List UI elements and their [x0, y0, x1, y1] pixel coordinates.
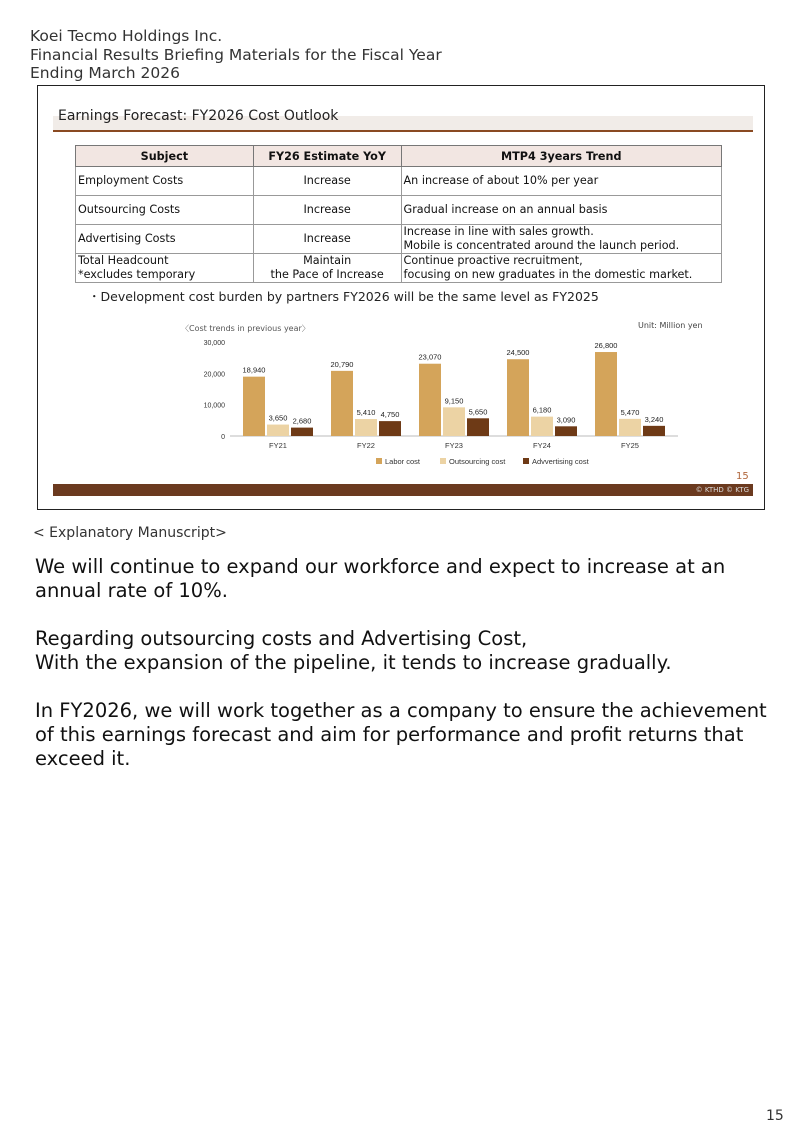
bar-outsourcing-cost: [443, 407, 465, 436]
data-label: 3,090: [556, 415, 576, 425]
chart-caption: 〈Cost trends in previous year〉: [181, 324, 310, 333]
cell-subject: [76, 167, 254, 196]
x-tick-label: FY21: [269, 441, 287, 450]
manuscript-label: < Explanatory Manuscript>: [33, 525, 227, 541]
manuscript-paragraph-2: [35, 627, 775, 675]
table-row: [76, 254, 722, 283]
subject-text: Advertising Costs: [78, 232, 176, 245]
development-cost-note: ・Development cost burden by partners FY2026 will be the same level as FY2025: [88, 289, 599, 304]
footer-bar: [53, 484, 753, 496]
data-label: 5,470: [620, 407, 640, 417]
x-tick-label: FY25: [621, 441, 639, 450]
table-header-row: [76, 146, 722, 167]
bar-labor-cost: [331, 371, 353, 436]
data-label: 24,500: [506, 348, 530, 358]
cell-estimate: [253, 167, 401, 196]
manuscript-paragraph-3: In FY2026, we will work together as a company to ensure the achievement of this earnings forecast and aim for performance and profit returns that exceed it.: [35, 699, 767, 770]
bar-advvertising-cost: [291, 428, 313, 436]
data-label: 6,180: [532, 405, 552, 415]
document-subtitle: Ending March 2026: [30, 64, 180, 82]
cell-trend: [401, 225, 721, 254]
y-tick-label: 10,000: [203, 402, 225, 410]
title-underline: [53, 130, 753, 132]
data-label: 2,680: [292, 416, 312, 426]
subject-text-2: *excludes temporary: [78, 268, 196, 281]
subject-text: Total Headcount: [78, 254, 169, 267]
y-tick-label: 30,000: [203, 340, 225, 347]
cell-estimate: [253, 254, 401, 283]
y-tick-label: 20,000: [203, 371, 225, 379]
legend-swatch: [376, 458, 382, 464]
legend-label: Advvertising cost: [532, 457, 589, 466]
manuscript-line-2b: With the expansion of the pipeline, it tends to increase gradually.: [35, 651, 672, 674]
estimate-text: Increase: [303, 232, 351, 245]
cell-estimate: [253, 225, 401, 254]
bar-advvertising-cost: [555, 426, 577, 436]
estimate-text: Increase: [303, 174, 351, 187]
trend-text: Increase in line with sales growth.: [403, 225, 594, 238]
cell-trend: [401, 196, 721, 225]
trend-text: Gradual increase on an annual basis: [403, 203, 608, 216]
data-label: 9,150: [444, 396, 464, 406]
data-label: 23,070: [418, 352, 442, 362]
cost-trend-chart: [158, 332, 718, 472]
manuscript-paragraph-1: We will continue to expand our workforce and expect to increase at an annual rate of 10%.: [35, 555, 726, 602]
cost-outlook-table: [75, 145, 722, 283]
table-row: [76, 196, 722, 225]
column-header-estimate: FY26 Estimate YoY: [253, 146, 401, 167]
cell-subject: [76, 196, 254, 225]
cell-trend: [401, 254, 721, 283]
bar-outsourcing-cost: [355, 419, 377, 436]
company-name: Koei Tecmo Holdings Inc.: [30, 27, 223, 45]
bar-outsourcing-cost: [531, 417, 553, 436]
slide-title: Earnings Forecast: FY2026 Cost Outlook: [58, 108, 339, 124]
bar-labor-cost: [243, 377, 265, 436]
copyright-text: © KTHD © KTG: [695, 486, 749, 494]
table-row: [76, 167, 722, 196]
bar-outsourcing-cost: [267, 425, 289, 436]
trend-text-2: Mobile is concentrated around the launch period.: [403, 239, 680, 252]
trend-text: Continue proactive recruitment,: [403, 254, 583, 267]
cell-estimate: [253, 196, 401, 225]
bar-advvertising-cost: [379, 421, 401, 436]
bar-advvertising-cost: [643, 426, 665, 436]
x-tick-label: FY22: [357, 441, 375, 450]
manuscript-body: [35, 555, 775, 795]
data-label: 5,410: [356, 408, 376, 418]
subject-text: Employment Costs: [78, 174, 184, 187]
trend-text-2: focusing on new graduates in the domestic market.: [403, 268, 693, 281]
bar-labor-cost: [507, 359, 529, 436]
estimate-text: Maintain: [303, 254, 352, 267]
page-number: 15: [766, 1108, 784, 1124]
chart-unit: Unit: Million yen: [638, 321, 703, 330]
y-tick-label: 0: [221, 434, 225, 441]
legend-swatch: [523, 458, 529, 464]
data-label: 3,650: [268, 413, 288, 423]
data-label: 26,800: [594, 341, 618, 351]
legend-label: Outsourcing cost: [449, 457, 506, 466]
data-label: 5,650: [468, 407, 488, 417]
bar-outsourcing-cost: [619, 419, 641, 436]
cell-subject: [76, 225, 254, 254]
column-header-trend: MTP4 3years Trend: [401, 146, 721, 167]
document-header: [30, 27, 442, 83]
document-title: Financial Results Briefing Materials for the Fiscal Year: [30, 45, 442, 64]
table-row: [76, 225, 722, 254]
subject-text: Outsourcing Costs: [78, 203, 181, 216]
slide: [37, 85, 765, 510]
data-label: 3,240: [644, 414, 664, 424]
estimate-text: Increase: [303, 203, 351, 216]
data-label: 20,790: [330, 359, 354, 369]
cell-trend: [401, 167, 721, 196]
data-label: 4,750: [380, 410, 400, 420]
slide-number: 15: [736, 471, 749, 482]
x-tick-label: FY23: [445, 441, 463, 450]
bar-labor-cost: [595, 352, 617, 436]
estimate-text-2: the Pace of Increase: [270, 268, 384, 281]
manuscript-line-2a: Regarding outsourcing costs and Advertising Cost,: [35, 627, 528, 650]
bar-labor-cost: [419, 364, 441, 436]
legend-swatch: [440, 458, 446, 464]
cell-subject: [76, 254, 254, 283]
column-header-subject: Subject: [76, 146, 254, 167]
x-tick-label: FY24: [533, 441, 551, 450]
bar-advvertising-cost: [467, 418, 489, 436]
data-label: 18,940: [242, 365, 266, 375]
legend-label: Labor cost: [385, 457, 421, 466]
trend-text: An increase of about 10% per year: [403, 174, 599, 187]
